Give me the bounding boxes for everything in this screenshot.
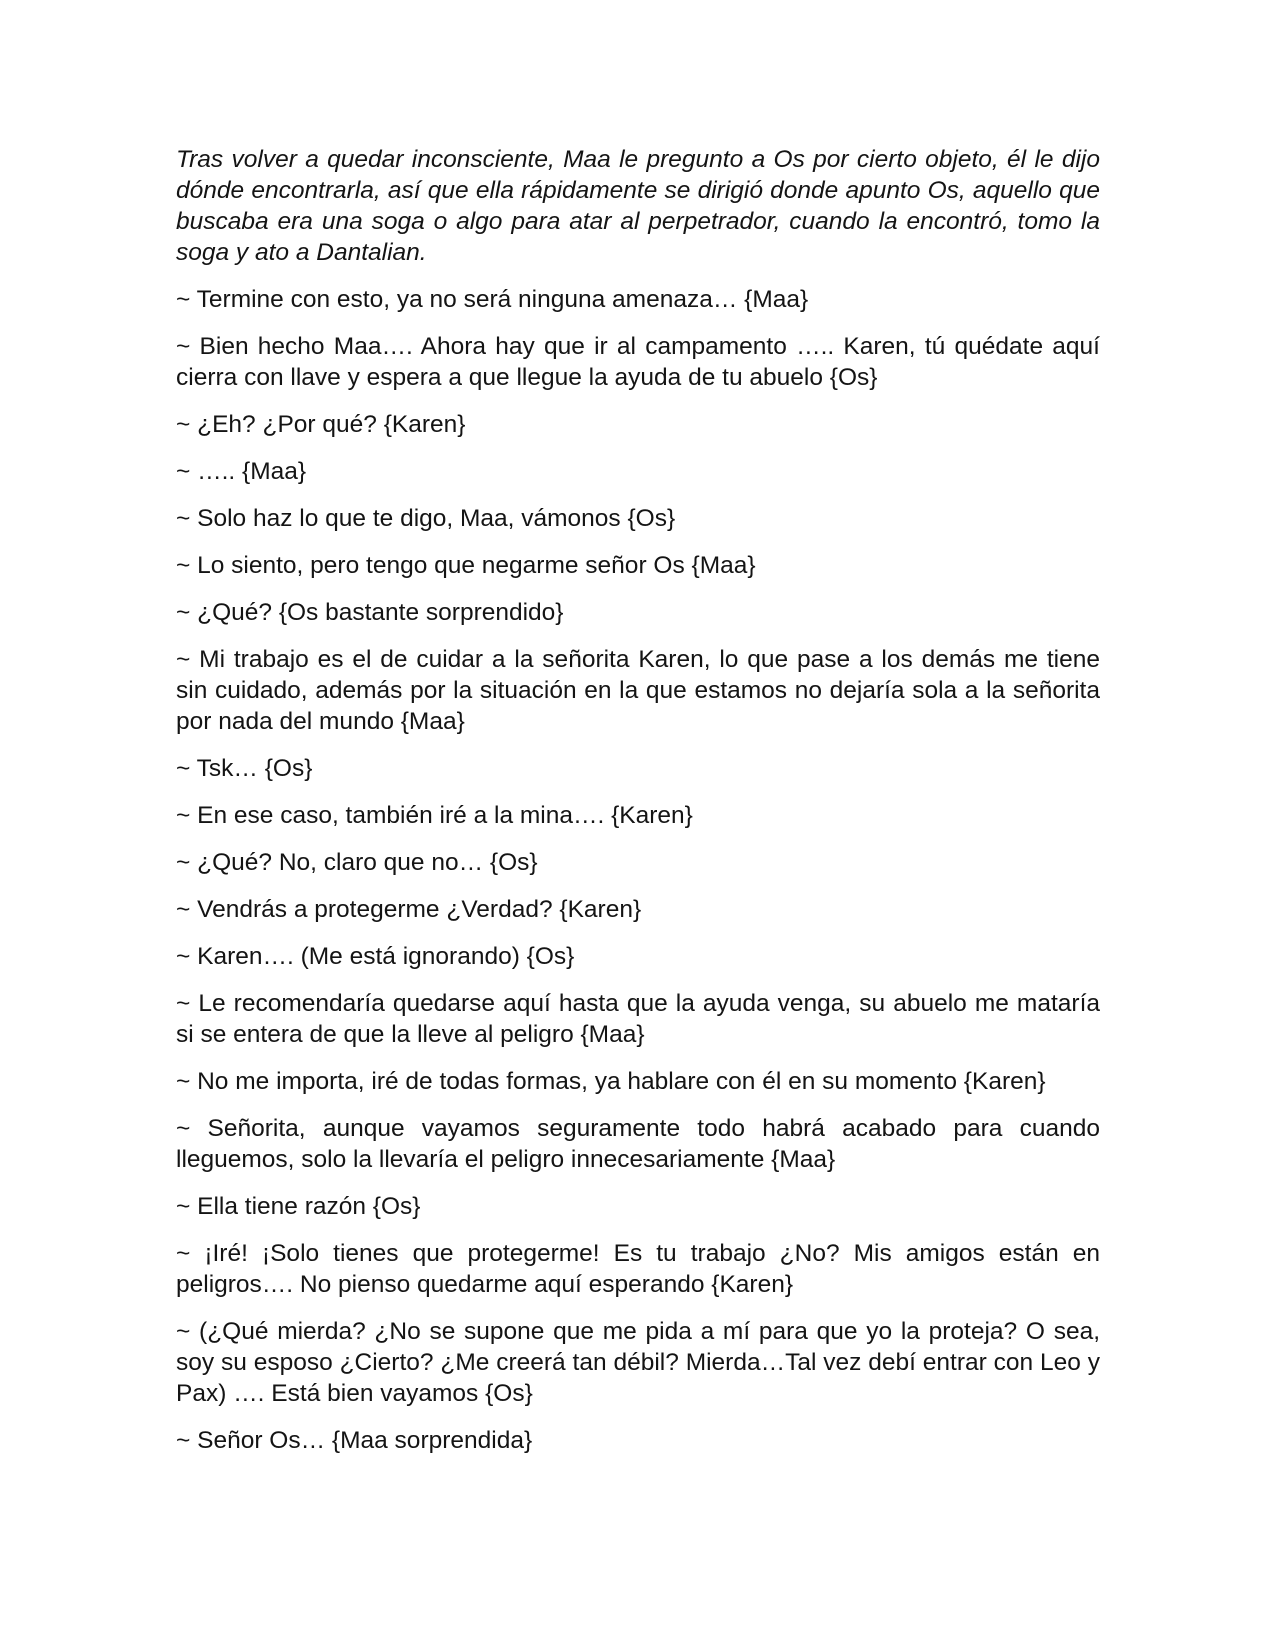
dialogue-line: ~ Mi trabajo es el de cuidar a la señorita Karen, lo que pase a los demás me tiene sin cuidado, además por la situación en la que estamos no dejaría sola a la señorita por nada del mundo {Maa}	[176, 646, 1100, 735]
dialogue-line: ~ ¿Qué? {Os bastante sorprendido}	[176, 599, 564, 626]
dialogue-line: ~ ¿Qué? No, claro que no… {Os}	[176, 849, 538, 876]
dialogue-line: ~ Solo haz lo que te digo, Maa, vámonos {Os}	[176, 505, 676, 532]
dialogue-line: ~ Ella tiene razón {Os}	[176, 1193, 421, 1220]
dialogue-line: ~ ¡Iré! ¡Solo tienes que protegerme! Es tu trabajo ¿No? Mis amigos están en peligros…. No pienso quedarme aquí esperando {Karen}	[176, 1240, 1100, 1298]
dialogue-line: ~ Bien hecho Maa…. Ahora hay que ir al campamento ….. Karen, tú quédate aquí cierra con llave y espera a que llegue la ayuda de tu abuelo {Os}	[176, 333, 1100, 391]
dialogue-line: ~ ….. {Maa}	[176, 458, 307, 485]
dialogue-line: ~ Señor Os… {Maa sorprendida}	[176, 1427, 533, 1454]
dialogue-line: ~ (¿Qué mierda? ¿No se supone que me pida a mí para que yo la proteja? O sea, soy su esposo ¿Cierto? ¿Me creerá tan débil? Mierda…Tal vez debí entrar con Leo y Pax) …. Está bien vayamos {Os}	[176, 1318, 1100, 1407]
dialogue-line: ~ Vendrás a protegerme ¿Verdad? {Karen}	[176, 896, 642, 923]
document-page	[176, 144, 1100, 1472]
narrative-paragraph: Tras volver a quedar inconsciente, Maa le pregunto a Os por cierto objeto, él le dijo dónde encontrarla, así que ella rápidamente se dirigió donde apunto Os, aquello que buscaba era una soga o algo para atar al perpetrador, cuando la encontró, tomo la soga y ato a Dantalian.	[176, 146, 1100, 266]
dialogue-line: ~ Tsk… {Os}	[176, 755, 313, 782]
dialogue-line: ~ Karen…. (Me está ignorando) {Os}	[176, 943, 575, 970]
dialogue-line: ~ Lo siento, pero tengo que negarme señor Os {Maa}	[176, 552, 756, 579]
dialogue-line: ~ En ese caso, también iré a la mina…. {Karen}	[176, 802, 693, 829]
dialogue-line: ~ Termine con esto, ya no será ninguna amenaza… {Maa}	[176, 286, 809, 313]
dialogue-line: ~ Señorita, aunque vayamos seguramente todo habrá acabado para cuando lleguemos, solo la llevaría el peligro innecesariamente {Maa}	[176, 1115, 1100, 1173]
dialogue-line: ~ No me importa, iré de todas formas, ya hablare con él en su momento {Karen}	[176, 1068, 1046, 1095]
dialogue-line: ~ ¿Eh? ¿Por qué? {Karen}	[176, 411, 466, 438]
dialogue-line: ~ Le recomendaría quedarse aquí hasta que la ayuda venga, su abuelo me mataría si se entera de que la lleve al peligro {Maa}	[176, 990, 1100, 1048]
